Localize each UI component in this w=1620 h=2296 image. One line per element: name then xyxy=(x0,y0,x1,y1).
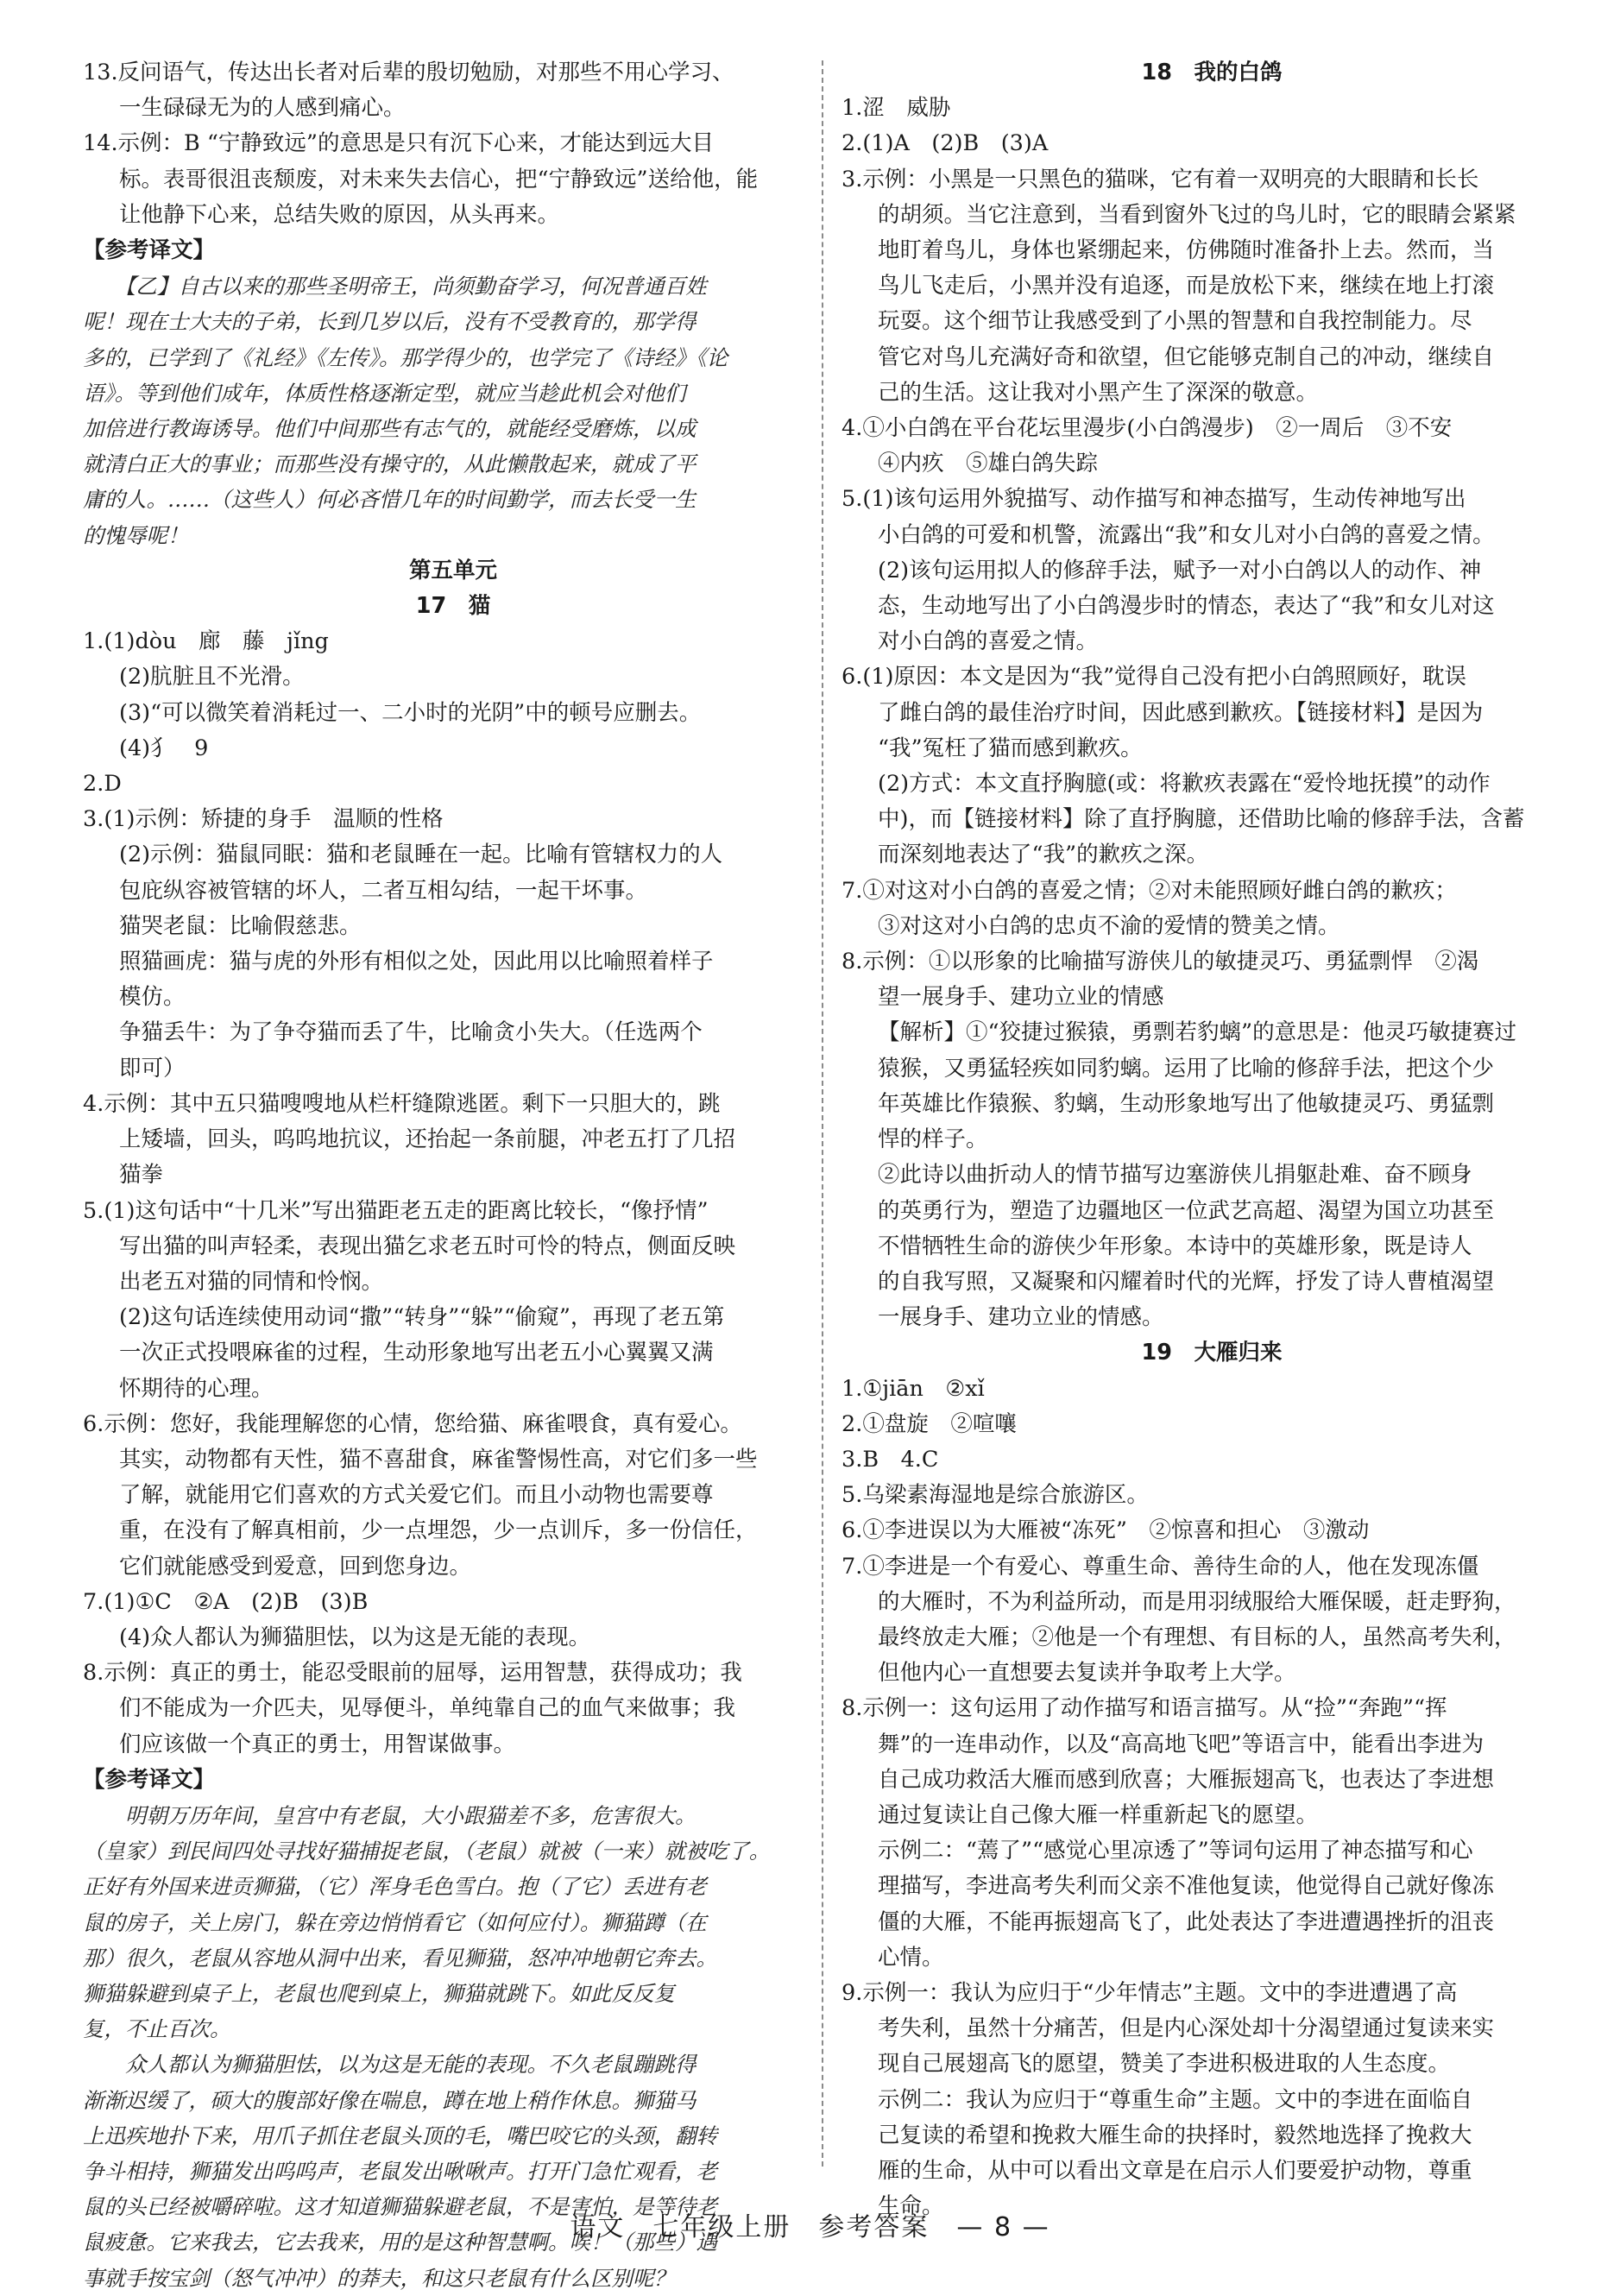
text-line: 僵的大雁，不能再振翅高飞了，此处表达了李进遭遇挫折的沮丧 xyxy=(878,1908,1495,1935)
text-line: 庸的人。……（这些人）何必吝惜几年的时间勤学，而去长受一生 xyxy=(83,487,697,513)
text-line: 猫哭老鼠：比喻假慈悲。 xyxy=(119,912,362,939)
text-line: 而深刻地表达了“我”的歉疚之深。 xyxy=(878,842,1209,868)
text-line: 望一展身手、建功立业的情感 xyxy=(878,984,1164,1011)
text-line: 2.①盘旋 ②喧嚷 xyxy=(842,1410,1017,1437)
text-line: 6.示例：您好，我能理解您的心情，您给猫、麻雀喂食，真有爱心。 xyxy=(83,1410,742,1437)
text-line: 生命。 xyxy=(878,2193,944,2220)
text-line: 3.示例：小黑是一只黑色的猫咪，它有着一双明亮的大眼睛和长长 xyxy=(842,166,1479,192)
text-line: 13.反问语气，传达出长者对后辈的殷切勉励，对那些不用心学习、 xyxy=(83,60,734,85)
text-line: 4.①小白鸽在平台花坛里漫步(小白鸽漫步) ②一周后 ③不安 xyxy=(842,415,1453,442)
text-line: 3.(1)示例：矫捷的身手 温顺的性格 xyxy=(83,806,444,833)
text-line: 2.D xyxy=(83,771,122,798)
right-column xyxy=(842,55,1582,2224)
text-line: 了解，就能用它们喜欢的方式关爱它们。而且小动物也需要尊 xyxy=(119,1482,714,1509)
text-line: 了雌白鸽的最佳治疗时间，因此感到歉疚。【链接材料】是因为 xyxy=(878,699,1484,726)
text-line: 1.涩 威胁 xyxy=(842,95,951,122)
page-footer: 语文 七年级上册 参考答案 — 8 — xyxy=(570,2212,1050,2242)
text-line: 鼠疲惫。它来我去，它去我来，用的是这种智慧啊。唉！（那些）遇 xyxy=(83,2230,717,2255)
text-line: 渐渐迟缓了，硕大的腹部好像在喘息，蹲在地上稍作休息。狮猫马 xyxy=(83,2087,697,2113)
text-line: 7.①李进是一个有爱心、尊重生命、善待生命的人，他在发现冻僵 xyxy=(842,1553,1479,1580)
section-heading: 17 猫 xyxy=(415,593,491,620)
text-line: 即可） xyxy=(119,1055,186,1082)
text-line: 心情。 xyxy=(878,1944,944,1971)
text-line: 1.(1)dòu 廊 藤 jǐng xyxy=(83,628,329,655)
text-line: (2)方式：本文直抒胸臆(或：将歉疚表露在“爱怜地抚摸”的动作 xyxy=(878,771,1491,798)
text-line: 8.示例：真正的勇士，能忍受眼前的屈辱，运用智慧，获得成功；我 xyxy=(83,1660,742,1687)
text-line: 一展身手、建功立业的情感。 xyxy=(878,1304,1164,1331)
text-line: 态，生动地写出了小白鸽漫步时的情态，表达了“我”和女儿对这 xyxy=(878,593,1495,620)
text-line: 怀期待的心理。 xyxy=(119,1375,274,1402)
text-line: 小白鸽的可爱和机警，流露出“我”和女儿对小白鸽的喜爱之情。 xyxy=(878,521,1495,548)
text-line: 己的生活。这让我对小黑产生了深深的敬意。 xyxy=(878,379,1319,406)
text-line: (2)示例：猫鼠同眠：猫和老鼠睡在一起。比喻有管辖权力的人 xyxy=(119,842,723,868)
text-line: (2)这句话连续使用动词“撒”“转身”“躲”“偷窥”，再现了老五第 xyxy=(119,1304,725,1331)
text-line: 的自我写照，又凝聚和闪耀着时代的光辉，抒发了诗人曹植渴望 xyxy=(878,1268,1495,1295)
text-line: 中)，而【链接材料】除了直抒胸臆，还借助比喻的修辞手法，含蓄 xyxy=(878,806,1525,833)
text-line: 加倍进行教诲诱导。他们中间那些有志气的，就能经受磨炼，以成 xyxy=(83,416,697,442)
text-line: 年英雄比作猿猴、豹螭，生动形象地写出了他敏捷灵巧、勇猛剽 xyxy=(878,1090,1495,1117)
text-line: 猿猴，又勇猛轻疾如同豹螭。运用了比喻的修辞手法，把这个少 xyxy=(878,1055,1495,1082)
text-line: 示例二：“蔫了”“感觉心里凉透了”等词句运用了神态描写和心 xyxy=(878,1838,1473,1864)
text-line: 重，在没有了解真相前，少一点埋怨，少一点训斥，多一份信任， xyxy=(119,1517,758,1544)
text-line: 现自己展翅高飞的愿望，赞美了李进积极进取的人生态度。 xyxy=(878,2051,1451,2078)
text-line: ②此诗以曲折动人的情节描写边塞游侠儿捐躯赴难、奋不顾身 xyxy=(878,1162,1472,1189)
text-line: 14.示例：B “宁静致远”的意思是只有沉下心来，才能达到远大目 xyxy=(83,130,714,157)
text-line: 【解析】①“狡捷过猴猿，勇剽若豹螭”的意思是：他灵巧敏捷赛过 xyxy=(878,1019,1517,1046)
text-line: 出老五对猫的同情和怜悯。 xyxy=(119,1268,384,1295)
text-line: 5.(1)这句话中“十几米”写出猫距老五走的距离比较长，“像抒情” xyxy=(83,1197,709,1224)
text-line: 但他内心一直想要去复读并争取考上大学。 xyxy=(878,1660,1296,1687)
text-line: 正好有外国来进贡狮猫，（它）浑身毛色雪白。抱（了它）丢进有老 xyxy=(83,1874,707,1900)
text-line: 9.示例一：我认为应归于“少年情志”主题。文中的李进遭遇了高 xyxy=(842,1979,1458,2006)
text-line: 理描写，李进高考失利而父亲不准他复读，他觉得自己就好像冻 xyxy=(878,1873,1495,1900)
text-line: (2)该句运用拟人的修辞手法，赋予一对小白鸽以人的动作、神 xyxy=(878,557,1482,583)
text-line: 呢！现在士大夫的子弟，长到几岁以后，没有不受教育的，那学得 xyxy=(83,309,697,335)
text-line: 事就手按宝剑（怒气冲冲）的莽夫，和这只老鼠有什么区别呢？ xyxy=(83,2265,675,2291)
text-line: 地盯着鸟儿，身体也紧绷起来，仿佛随时准备扑上去。然而，当 xyxy=(878,237,1495,264)
text-line: 舞”的一连串动作，以及“高高地飞吧”等语言中，能看出李进为 xyxy=(878,1731,1484,1757)
text-line: 5.乌梁素海湿地是综合旅游区。 xyxy=(842,1482,1149,1509)
text-line: 6.①李进误以为大雁被“冻死” ②惊喜和担心 ③激动 xyxy=(842,1517,1370,1544)
text-line: 写出猫的叫声轻柔，表现出猫乞求老五时可怜的特点，侧面反映 xyxy=(119,1233,736,1259)
text-line: 【乙】自古以来的那些圣明帝王，尚须勤奋学习，何况普通百姓 xyxy=(83,274,707,300)
text-line: 一次正式投喂麻雀的过程，生动形象地写出老五小心翼翼又满 xyxy=(119,1340,714,1366)
section-heading: 第五单元 xyxy=(408,557,497,583)
text-line: 它们就能感受到爱意，回到您身边。 xyxy=(119,1553,472,1580)
text-line: 狮猫躲避到桌子上，老鼠也爬到桌上，狮猫就跳下。如此反反复 xyxy=(83,1980,675,2006)
text-line: 明朝万历年间，皇宫中有老鼠，大小跟猫差不多，危害很大。 xyxy=(83,1802,697,1828)
text-line: (4)众人都认为狮猫胆怯，以为这是无能的表现。 xyxy=(119,1624,591,1650)
text-line: 考失利，虽然十分痛苦，但是内心深处却十分渴望通过复读来实 xyxy=(878,2015,1495,2042)
text-line: 8.示例一：这句运用了动作描写和语言描写。从“捡”“奔跑”“挥 xyxy=(842,1695,1447,1722)
text-line: 示例二：我认为应归于“尊重生命”主题。文中的李进在面临自 xyxy=(878,2086,1473,2113)
text-line: 标。表哥很沮丧颓废，对未来失去信心，把“宁静致远”送给他，能 xyxy=(119,166,759,192)
left-column xyxy=(83,55,823,2296)
text-line: 照猫画虎：猫与虎的外形有相似之处，因此用以比喻照着样子 xyxy=(119,949,714,975)
text-line: 上矮墙，回头，呜呜地抗议，还抬起一条前腿，冲老五打了几招 xyxy=(119,1126,736,1153)
text-line: 悍的样子。 xyxy=(878,1126,988,1153)
text-line: 鼠的头已经被嚼碎啦。这才知道狮猫躲避老鼠，不是害怕，是等待老 xyxy=(83,2194,717,2220)
text-line: 雁的生命，从中可以看出文章是在启示人们要爱护动物，尊重 xyxy=(878,2157,1472,2184)
text-line: 的大雁时，不为利益所动，而是用羽绒服给大雁保暖，赶走野狗， xyxy=(878,1588,1516,1615)
text-line: 包庇纵容被管辖的坏人，二者互相勾结，一起干坏事。 xyxy=(119,877,648,904)
text-line: 最终放走大雁；②他是一个有理想、有目标的人，虽然高考失利， xyxy=(878,1624,1516,1650)
text-line: 6.(1)原因：本文是因为“我”觉得自己没有把小白鸽照顾好，耽误 xyxy=(842,664,1467,691)
text-line: “我”冤枉了猫而感到歉疚。 xyxy=(878,735,1143,761)
text-line: 的愧辱呢！ xyxy=(83,522,189,548)
text-line: 自己成功救活大雁而感到欣喜；大雁振翅高飞，也表达了李进想 xyxy=(878,1766,1495,1793)
text-line: 们不能成为一介匹夫，见辱便斗，单纯靠自己的血气来做事；我 xyxy=(119,1695,736,1722)
text-line: 争斗相持，狮猫发出呜呜声，老鼠发出啾啾声。打开门急忙观看，老 xyxy=(83,2158,717,2184)
text-line: 模仿。 xyxy=(119,984,186,1011)
text-line: 【参考译文】 xyxy=(83,237,216,264)
text-line: （皇家）到民间四处寻找好猫捕捉老鼠，（老鼠）就被（一来）就被吃了。 xyxy=(83,1839,771,1864)
text-line: 5.(1)该句运用外貌描写、动作描写和神态描写，生动传神地写出 xyxy=(842,486,1466,513)
text-line: 1.①jiān ②xǐ xyxy=(842,1375,985,1402)
text-line: 让他静下心来，总结失败的原因，从头再来。 xyxy=(119,201,560,228)
text-line: 管它对鸟儿充满好奇和欲望，但它能够克制自己的冲动，继续自 xyxy=(878,344,1495,370)
text-line: 多的，已学到了《礼经》《左传》。那学得少的，也学完了《诗经》《论 xyxy=(83,344,728,370)
text-line: ④内疚 ⑤雄白鸽失踪 xyxy=(878,451,1099,477)
section-heading: 18 我的白鸽 xyxy=(1141,60,1283,85)
text-line: 3.B 4.C xyxy=(842,1446,939,1473)
text-line: 7.(1)①C ②A (2)B (3)B xyxy=(83,1588,369,1615)
text-line: 们应该做一个真正的勇士，用智谋做事。 xyxy=(119,1731,516,1757)
text-line: 己复读的希望和挽救大雁生命的抉择时，毅然地选择了挽救大 xyxy=(878,2122,1472,2148)
column-divider xyxy=(822,60,823,2167)
text-line: 复，不止百次。 xyxy=(83,2016,231,2042)
text-line: 一生碌碌无为的人感到痛心。 xyxy=(119,95,406,122)
text-line: 鸟儿飞走后，小黑并没有追逐，而是放松下来，继续在地上打滚 xyxy=(878,273,1495,300)
text-line: 对小白鸽的喜爱之情。 xyxy=(878,628,1099,655)
text-line: 争猫丢牛：为了争夺猫而丢了牛，比喻贪小失大。（任选两个 xyxy=(119,1019,703,1046)
text-line: 鼠的房子，关上房门，躲在旁边悄悄看它（如何应付）。狮猫蹲（在 xyxy=(83,1909,707,1935)
text-line: 7.①对这对小白鸽的喜爱之情；②对未能照顾好雌白鸽的歉疚； xyxy=(842,877,1457,904)
text-line: ③对这对小白鸽的忠贞不渝的爱情的赞美之情。 xyxy=(878,912,1340,939)
section-heading: 19 大雁归来 xyxy=(1141,1340,1283,1366)
text-line: 猫拳 xyxy=(119,1162,164,1189)
text-line: 语》。等到他们成年，体质性格逐渐定型，就应当趁此机会对他们 xyxy=(83,380,686,406)
text-line: 的英勇行为，塑造了边疆地区一位武艺高超、渴望为国立功甚至 xyxy=(878,1197,1495,1224)
text-line: 的胡须。当它注意到，当看到窗外飞过的鸟儿时，它的眼睛会紧紧 xyxy=(878,201,1516,228)
text-line: 通过复读让自己像大雁一样重新起飞的愿望。 xyxy=(878,1801,1319,1828)
text-line: 8.示例：①以形象的比喻描写游侠儿的敏捷灵巧、勇猛剽悍 ②渴 xyxy=(842,949,1479,975)
text-line: 不惜牺牲生命的游侠少年形象。本诗中的英雄形象，既是诗人 xyxy=(878,1233,1472,1259)
text-line: (4)犭 9 xyxy=(119,735,209,761)
text-line: (3)“可以微笑着消耗过一、二小时的光阴”中的顿号应删去。 xyxy=(119,699,702,726)
text-line: 上迅疾地扑下来，用爪子抓住老鼠头顶的毛，嘴巴咬它的头颈，翻转 xyxy=(83,2123,717,2148)
text-line: 那）很久，老鼠从容地从洞中出来，看见狮猫，怒冲冲地朝它奔去。 xyxy=(83,1945,717,1971)
text-line: 【参考译文】 xyxy=(83,1766,216,1793)
text-line: 2.(1)A (2)B (3)A xyxy=(842,130,1049,157)
text-line: 玩耍。这个细节让我感受到了小黑的智慧和自我控制能力。尽 xyxy=(878,308,1472,335)
text-line: 众人都认为狮猫胆怯，以为这是无能的表现。不久老鼠蹦跳得 xyxy=(83,2052,697,2078)
text-line: 4.示例：其中五只猫嗖嗖地从栏杆缝隙逃匿。剩下一只胆大的，跳 xyxy=(83,1090,721,1117)
text-line: 就清白正大的事业；而那些没有操守的，从此懒散起来，就成了平 xyxy=(83,451,697,477)
text-line: 其实，动物都有天性，猫不喜甜食，麻雀警惕性高，对它们多一些 xyxy=(119,1446,758,1473)
text-line: (2)肮脏且不光滑。 xyxy=(119,664,305,691)
